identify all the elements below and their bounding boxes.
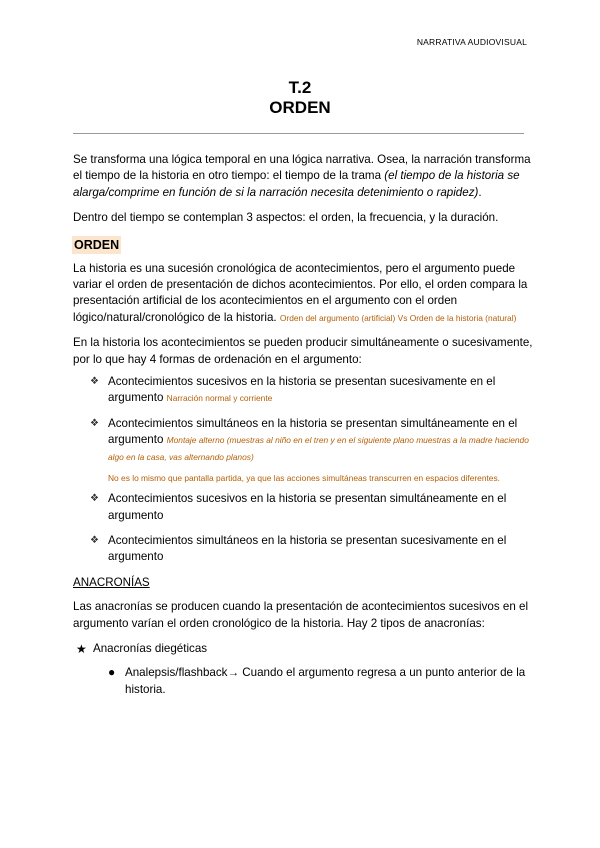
- document-body: [73, 152, 533, 706]
- list-item: ★ Anacronías diegéticas ● Analepsis/flashback→ Cuando el argumento regresa a un punto anterior de la historia.: [76, 641, 533, 698]
- diamond-bullet-icon: ❖: [90, 534, 99, 546]
- anacronias-paragraph: Las anacronías se producen cuando la presentación de acontecimientos sucesivos en el argumento varían el orden cronológico de la historia. Hay 2 tipos de anacronías:: [73, 600, 529, 630]
- list-item: ● Analepsis/flashback→ Cuando el argumento regresa a un punto anterior de la historia.: [108, 665, 526, 696]
- diamond-bullet-icon: ❖: [90, 493, 99, 505]
- section-heading-anacronias: ANACRONÍAS: [73, 575, 150, 589]
- diamond-bullet-icon: ❖: [90, 417, 99, 429]
- horizontal-rule: [73, 133, 524, 134]
- list-item: ❖ Acontecimientos sucesivos en la historia se presentan simultáneamente en el argumento: [90, 492, 507, 522]
- section-heading-orden: ORDEN: [74, 237, 120, 252]
- list-item: ❖ Acontecimientos simultáneos en la historia se presentan sucesivamente en el argumento: [90, 533, 507, 564]
- orden-paragraph-1: La historia es una sucesión cronológica de acontecimientos, pero el argumento puede variar el orden de presentación de dichos acontecimientos. Por ello, el orden compara la presentación artificial de los acontecimientos en el argumento con el orden lógico/natural/cronológico de la historia. Orden del argumento (artificial) Vs Orden de la historia (natural): [73, 261, 528, 324]
- orden-note: Orden del argumento (artificial) Vs Orden de la historia (natural): [279, 312, 517, 323]
- page-title: [0, 78, 600, 118]
- anacronias-subtypes-list: [93, 665, 533, 698]
- intro-paragraph-2: Dentro del tiempo se contemplan 3 aspectos: el orden, la frecuencia, y la duración.: [73, 211, 499, 225]
- topic-name: ORDEN: [269, 98, 331, 117]
- dot-bullet-icon: ●: [108, 665, 116, 680]
- orden-paragraph-2: En la historia los acontecimientos se pueden producir simultáneamente o sucesivamente, por lo que hay 4 formas de ordenación en el argumento:: [73, 336, 533, 366]
- anacronias-types-list: [73, 641, 533, 698]
- diamond-bullet-icon: ❖: [90, 376, 99, 388]
- intro-paragraph-1: Se transforma una lógica temporal en una lógica narrativa. Osea, la narración transforma el tiempo de la historia en otro tiempo: el tiempo de la trama (el tiempo de la historia se alarga/comprime en función de si la narración necesita detenimiento o rapidez).: [73, 153, 531, 199]
- list-item: ❖ Acontecimientos sucesivos en la historia se presentan sucesivamente en el argumento Narración normal y corriente: [90, 375, 496, 405]
- ordering-list: [73, 374, 533, 566]
- topic-number: T.2: [288, 78, 312, 97]
- list-item: ❖ Acontecimientos simultáneos en la historia se presentan simultáneamente en el argumento Montaje alterno (muestras al niño en el tren y en el siguiente plano muestras a la madre haciendo algo en la casa, vas alternando planos) No es lo mismo que pantalla partida, ya que las acciones simultáneas transcurren en espacios diferentes.: [90, 416, 533, 484]
- star-bullet-icon: ★: [76, 641, 87, 656]
- running-header: NARRATIVA AUDIOVISUAL: [416, 37, 527, 47]
- list-subnote: No es lo mismo que pantalla partida, ya que las acciones simultáneas transcurren en espacios diferentes.: [108, 473, 500, 484]
